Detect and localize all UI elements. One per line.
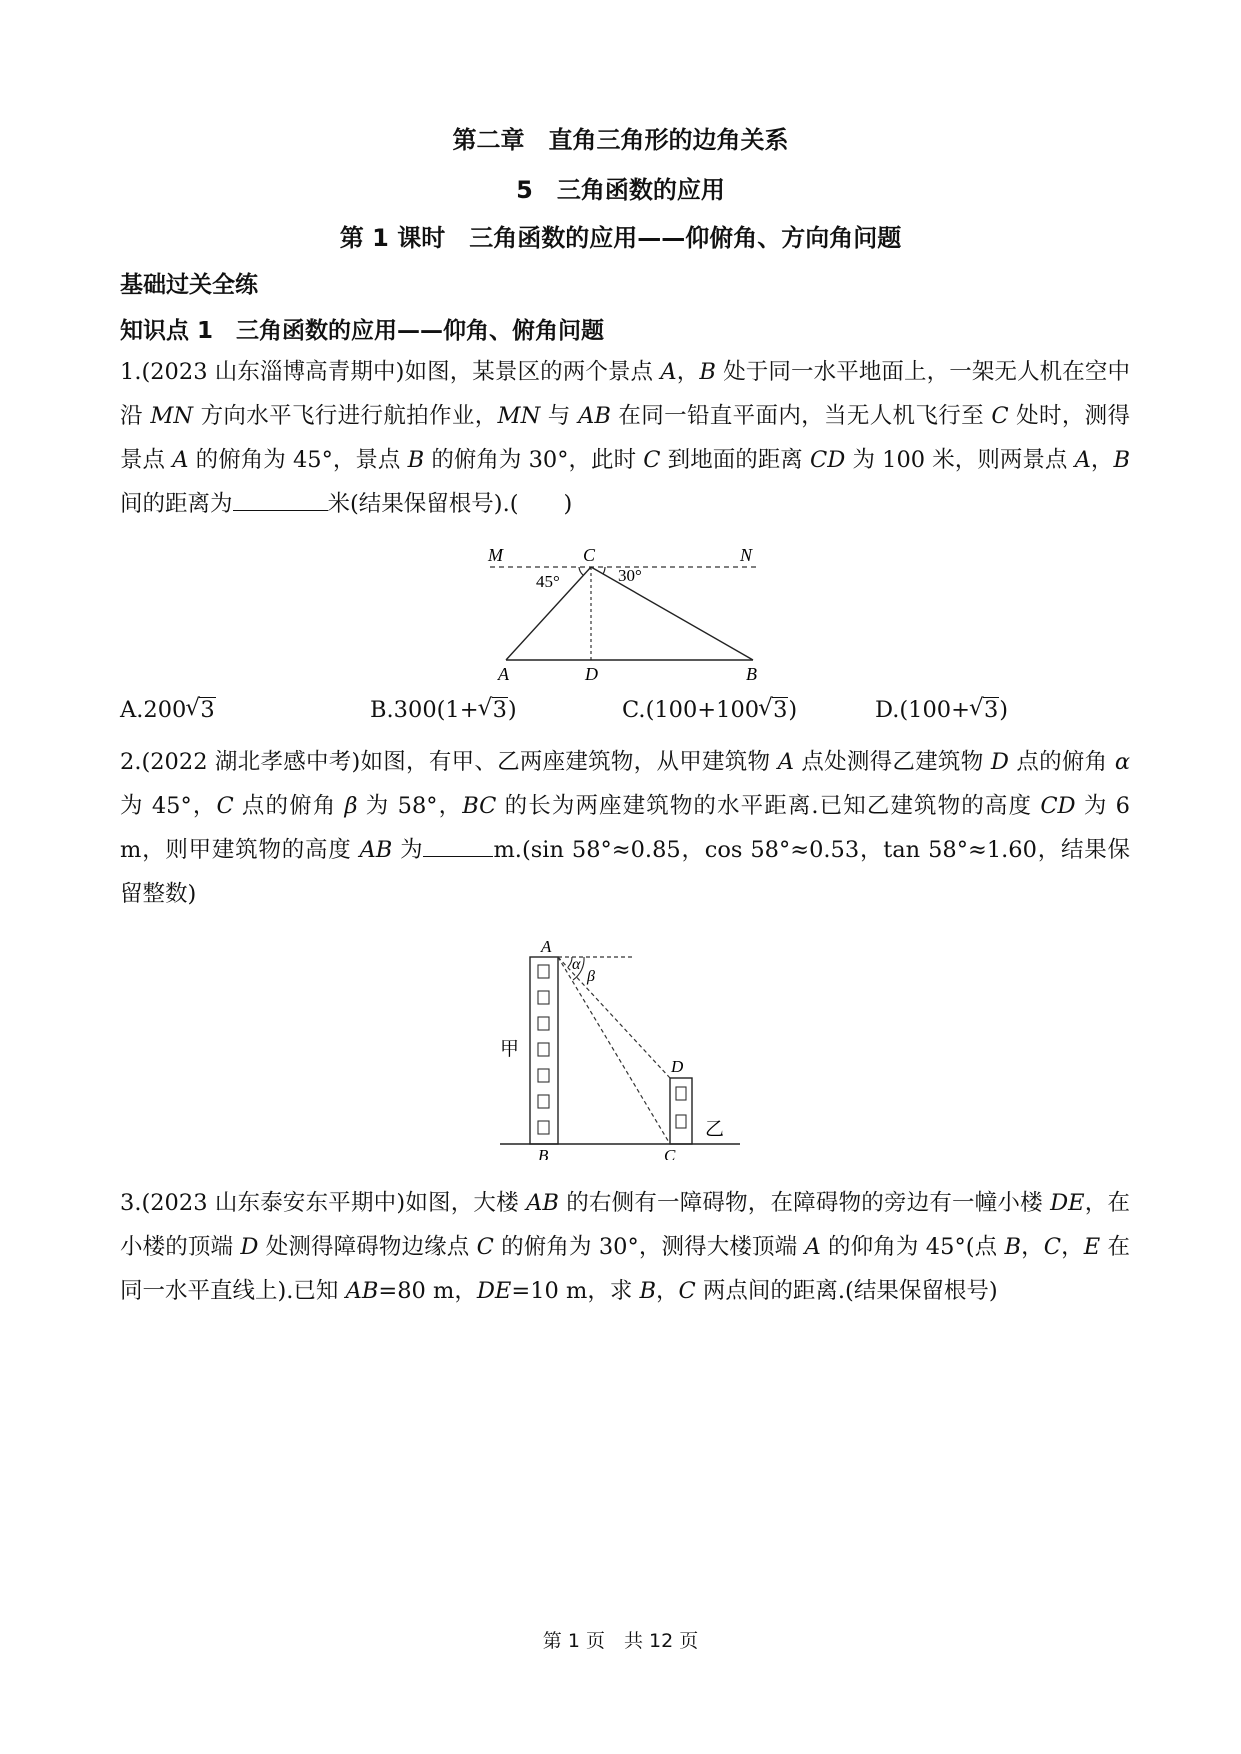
label-D: D [671, 1057, 684, 1076]
question-2-figure [490, 935, 750, 1160]
label-C: C [664, 1146, 676, 1160]
section-title: 5 三角函数的应用 [516, 176, 725, 204]
label-B: B [538, 1146, 549, 1160]
question-3-text: 3.(2023 山东泰安东平期中)如图，大楼 AB 的右侧有一障碍物，在障碍物的旁边有一幢小楼 DE，在小楼的顶端 D 处测得障碍物边缘点 C 的俯角为 30°，测得大楼顶端 A 的仰角为 45°(点 B，C，E 在同一水平直线上).已知 AB=80 m，DE=10 m，求 B，C 两点间的距离.(结果保留根号) [120, 1190, 1130, 1304]
question-1-figure [470, 545, 770, 685]
part-title: 基础过关全练 [120, 272, 258, 298]
answer-blank[interactable] [233, 488, 328, 511]
lesson-title: 第 1 课时 三角函数的应用——仰俯角、方向角问题 [339, 224, 902, 252]
question-2-text: 2.(2022 湖北孝感中考)如图，有甲、乙两座建筑物，从甲建筑物 A 点处测得乙建筑物 D 点的俯角 α 为 45°，C 点的俯角 β 为 58°，BC 的长为两座建筑物的水平距离.已知乙建筑物的高度 CD 为 6 m，则甲建筑物的高度 AB 为 m.(sin 58°≈0.85，cos 58°≈0.53，tan 58°≈1.60，结果保留整数) [120, 749, 1131, 907]
label-M: M [488, 545, 503, 565]
label-A: A [498, 664, 509, 684]
label-beta: β [587, 968, 595, 985]
angle-45-label: 45° [536, 572, 560, 591]
label-alpha: α [572, 956, 581, 973]
label-C: C [583, 545, 596, 565]
label-B: B [746, 664, 757, 684]
option-d[interactable]: D.(100+√ 3) [875, 697, 1008, 723]
option-b[interactable]: B.300(1+√ 3) [370, 697, 517, 723]
label-A: A [541, 937, 552, 956]
label-N: N [740, 545, 753, 565]
question-1-text: 1.(2023 山东淄博高青期中)如图，某景区的两个景点 A，B 处于同一水平地面上，一架无人机在空中沿 MN 方向水平飞行进行航拍作业，MN 与 AB 在同一铅直平面内，当无人机飞行至 C 处时，测得景点 A 的俯角为 45°，景点 B 的俯角为 30°，此时 C 到地面的距离 CD 为 100 米，则两景点 A，B 间的距离为 米(结果保留根号).( ) [120, 359, 1131, 517]
label-yi: 乙 [705, 1119, 725, 1140]
option-a[interactable]: A.200√ 3 [120, 697, 216, 723]
page-footer: 第 1 页 共 12 页 [542, 1630, 699, 1652]
knowledge-point-title: 知识点 1 三角函数的应用——仰角、俯角问题 [120, 318, 605, 344]
angle-30-label: 30° [618, 566, 642, 585]
label-jia: 甲 [500, 1039, 520, 1060]
option-c[interactable]: C.(100+100√ 3) [622, 697, 797, 723]
label-D: D [585, 664, 598, 684]
chapter-title: 第二章 直角三角形的边角关系 [452, 126, 789, 154]
answer-blank[interactable] [423, 834, 493, 857]
